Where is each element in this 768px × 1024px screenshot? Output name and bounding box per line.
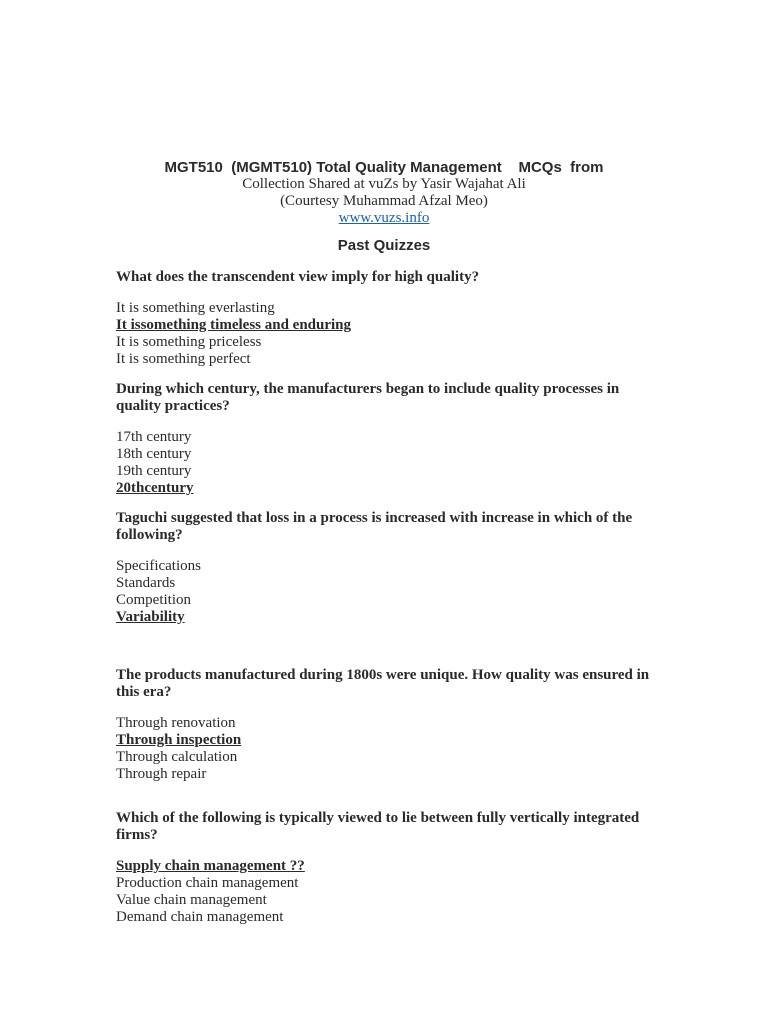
vuzs-link[interactable]: www.vuzs.info [338, 210, 430, 226]
option-item: Demand chain management [116, 909, 284, 925]
option-item: Competition [116, 592, 191, 608]
question-block-2 [116, 381, 661, 497]
option-item: Standards [116, 575, 176, 591]
question-block-1 [116, 269, 661, 368]
question-text: Which of the following is typically viewed to lie between fully vertically integrated firms? [116, 810, 640, 843]
question-text: The products manufactured during 1800s were unique. How quality was ensured in this era? [116, 667, 650, 700]
option-item: Value chain management [116, 892, 267, 908]
option-item: Production chain management [116, 875, 299, 891]
option-item-correct: Through inspection [116, 732, 242, 748]
question-text: What does the transcendent view imply for high quality? [116, 269, 480, 285]
option-list [116, 558, 661, 626]
option-item: It is something priceless [116, 334, 262, 350]
option-item: Specifications [116, 558, 201, 574]
option-item: Through calculation [116, 749, 238, 765]
question-block-5 [116, 810, 661, 926]
option-item: It is something perfect [116, 351, 251, 367]
credit-line-1: Collection Shared at vuZs by Yasir Wajahat Ali [242, 176, 526, 192]
option-item: It is something everlasting [116, 300, 275, 316]
credits-block [184, 176, 584, 227]
question-block-4 [116, 667, 661, 783]
document-title-line-2: Past Quizzes [337, 237, 431, 254]
credit-line-2: (Courtesy Muhammad Afzal Meo) [280, 193, 488, 209]
option-list [116, 715, 661, 783]
question-text: During which century, the manufacturers began to include quality processes in quality practices? [116, 381, 620, 414]
document-title-line-1: MGT510 (MGMT510) Total Quality Management MCQs from [164, 159, 604, 176]
option-item-correct: Variability [116, 609, 185, 625]
option-item: 19th century [116, 463, 192, 479]
option-item: Through repair [116, 766, 207, 782]
option-list [116, 429, 661, 497]
option-item: Through renovation [116, 715, 236, 731]
option-item: 17th century [116, 429, 192, 445]
option-list [116, 858, 661, 926]
question-text: Taguchi suggested that loss in a process is increased with increase in which of the following? [116, 510, 633, 543]
question-block-3 [116, 510, 661, 626]
option-item-correct: It issomething timeless and enduring [116, 317, 352, 333]
option-list [116, 300, 661, 368]
option-item-correct: 20thcentury [116, 480, 194, 496]
option-item-correct: Supply chain management ?? [116, 858, 305, 874]
option-item: 18th century [116, 446, 192, 462]
